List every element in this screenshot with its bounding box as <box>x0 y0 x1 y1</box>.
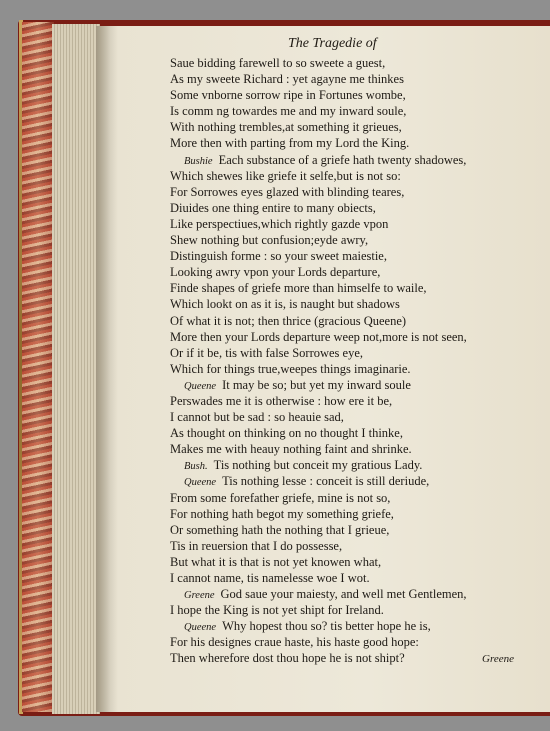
verse-line <box>170 313 535 329</box>
speaker-name: Queene <box>184 380 217 392</box>
line-text: More then with parting from my Lord the King. <box>170 136 410 151</box>
line-text: Finde shapes of griefe more than himselfe to waile, <box>170 281 427 296</box>
line-text: Distinguish forme : so your sweet maiestie, <box>170 249 387 264</box>
verse-line <box>170 345 535 361</box>
verse-line <box>170 650 535 666</box>
line-text: As my sweete Richard : yet agayne me thinkes <box>170 72 404 87</box>
verse-line <box>170 168 535 184</box>
line-text: From some forefather griefe, mine is not so, <box>170 490 391 505</box>
speech-line-with-speaker <box>170 473 535 489</box>
verse-line <box>170 538 535 554</box>
verse-line <box>170 87 535 103</box>
line-text: Or if it be, tis with false Sorrowes eye, <box>170 345 364 360</box>
line-text: Then wherefore dost thou hope he is not shipt? <box>170 651 405 666</box>
verse-line <box>170 216 535 232</box>
line-text: Perswades me it is otherwise : how ere it be, <box>170 393 393 408</box>
line-text: Some vnborne sorrow ripe in Fortunes wombe, <box>170 88 406 103</box>
verse-line <box>170 490 535 506</box>
line-text: Tis nothing but conceit my gratious Lady. <box>213 458 423 473</box>
catchword: Greene <box>482 653 514 665</box>
line-text: Which for things true,weepes things imaginarie. <box>170 361 411 376</box>
speaker-name: Bushie <box>184 155 213 167</box>
verse-line <box>170 200 535 216</box>
line-text: Tis nothing lesse : conceit is still deriude, <box>222 474 430 489</box>
line-text: God saue your maiesty, and well met Gentlemen, <box>220 587 467 602</box>
line-text: Or something hath the nothing that I grieue, <box>170 522 390 537</box>
line-text: More then your Lords departure weep not,more is not seen, <box>170 329 467 344</box>
speaker-name: Queene <box>184 622 217 634</box>
line-text: I hope the King is not yet shipt for Ireland. <box>170 603 384 618</box>
verse-line <box>170 522 535 538</box>
marbled-endpaper <box>22 22 54 712</box>
speech-line-with-speaker <box>170 457 535 473</box>
line-text: For Sorrowes eyes glazed with blinding teares, <box>170 184 405 199</box>
verse-line <box>170 71 535 87</box>
line-text: Tis in reuersion that I do possesse, <box>170 538 343 553</box>
verse-line <box>170 232 535 248</box>
verse-line <box>170 554 535 570</box>
verse-line <box>170 361 535 377</box>
line-text: Which lookt on as it is, is naught but shadows <box>170 297 400 312</box>
verse-line <box>170 506 535 522</box>
line-text: Like perspectiues,which rightly gazde vpon <box>170 216 389 231</box>
verse-line <box>170 441 535 457</box>
line-text: I cannot name, tis namelesse woe I wot. <box>170 571 370 585</box>
verse-line <box>170 264 535 280</box>
gutter-shadow <box>96 26 118 712</box>
verse-line <box>170 393 535 409</box>
line-text: Makes me with heauy nothing faint and shrinke. <box>170 442 412 457</box>
verse-line <box>170 280 535 296</box>
speaker-name: Queene <box>184 477 217 489</box>
line-text: With nothing trembles,at something it grieues, <box>170 120 402 135</box>
verse-line <box>170 329 535 345</box>
verse-line <box>170 570 535 586</box>
line-text: Is comm ng towardes me and my inward soule, <box>170 104 407 119</box>
line-text: Saue bidding farewell to so sweete a guest, <box>170 56 386 70</box>
speech-line-with-speaker <box>170 377 535 393</box>
speech-line-with-speaker <box>170 618 535 634</box>
page-edges <box>52 24 100 714</box>
line-text: Looking awry vpon your Lords departure, <box>170 265 381 280</box>
line-text: Which shewes like griefe it selfe,but is not so: <box>170 168 401 183</box>
verse-line <box>170 103 535 119</box>
verse-line <box>170 409 535 425</box>
verse-line <box>170 634 535 650</box>
play-text <box>170 55 535 667</box>
verse-line <box>170 55 535 71</box>
verse-line <box>170 184 535 200</box>
line-text: Shew nothing but confusion;eyde awry, <box>170 233 369 248</box>
line-text: As thought on thinking on no thought I thinke, <box>170 426 403 441</box>
line-text: Each substance of a griefe hath twenty shadowes, <box>218 152 467 167</box>
speech-line-with-speaker <box>170 586 535 602</box>
line-text: For nothing hath begot my something griefe, <box>170 506 394 521</box>
line-text: But what it is that is not yet knowen what, <box>170 554 382 569</box>
line-text: For his designes craue haste, his haste good hope: <box>170 635 419 650</box>
verse-line <box>170 296 535 312</box>
verse-line <box>170 119 535 135</box>
speech-line-with-speaker <box>170 152 535 168</box>
line-text: I cannot but be sad : so heauie sad, <box>170 410 344 425</box>
line-text: Why hopest thou so? tis better hope he is, <box>222 619 431 634</box>
verse-line <box>170 248 535 264</box>
line-text: It may be so; but yet my inward soule <box>222 377 411 392</box>
speaker-name: Bush. <box>184 461 208 473</box>
line-text: Diuides one thing entire to many obiects, <box>170 200 376 215</box>
running-head: The Tragedie of <box>288 36 377 51</box>
verse-line <box>170 135 535 151</box>
verse-line <box>170 425 535 441</box>
line-text: Of what it is not; then thrice (gracious Queene) <box>170 313 407 328</box>
verse-line <box>170 602 535 618</box>
speaker-name: Greene <box>184 590 215 602</box>
